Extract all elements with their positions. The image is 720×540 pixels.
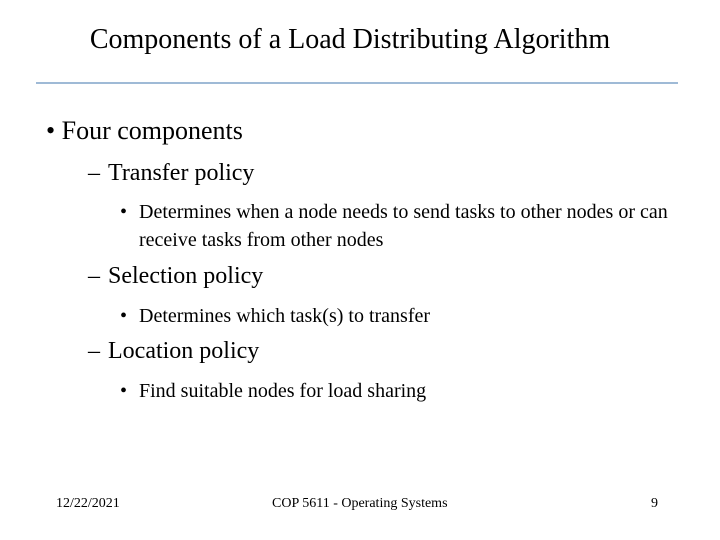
policy-name: Location policy: [108, 338, 260, 364]
main-bullet-text: Four components: [61, 116, 243, 145]
bullet-icon: •: [120, 380, 128, 402]
bullet-icon: •: [120, 201, 128, 223]
policy-detail-text: Find suitable nodes for load sharing: [139, 380, 427, 402]
dash-icon: –: [88, 263, 100, 289]
policy-detail-text: Determines which task(s) to transfer: [139, 305, 431, 327]
title-divider: [36, 82, 678, 84]
policy-detail-transfer: [120, 198, 679, 254]
policy-detail-selection: [120, 302, 679, 330]
footer-date: 12/22/2021: [56, 496, 120, 511]
policy-name: Selection policy: [108, 263, 264, 289]
bullet-icon: •: [120, 305, 128, 327]
bullet-icon: •: [46, 116, 56, 145]
dash-icon: –: [88, 338, 100, 364]
slide-title: Components of a Load Distributing Algorithm: [89, 24, 611, 55]
footer-course: COP 5611 - Operating Systems: [272, 496, 448, 511]
policy-detail-location: [120, 377, 679, 405]
footer-page-number: 9: [651, 496, 658, 511]
policy-detail-text: Determines when a node needs to send tasks to other nodes or can receive tasks from other nodes: [139, 201, 668, 251]
policy-item-transfer: [88, 160, 254, 187]
dash-icon: –: [88, 160, 100, 186]
main-bullet: [46, 116, 243, 146]
policy-item-location: [88, 338, 259, 365]
policy-name: Transfer policy: [108, 160, 255, 186]
policy-item-selection: [88, 263, 263, 290]
